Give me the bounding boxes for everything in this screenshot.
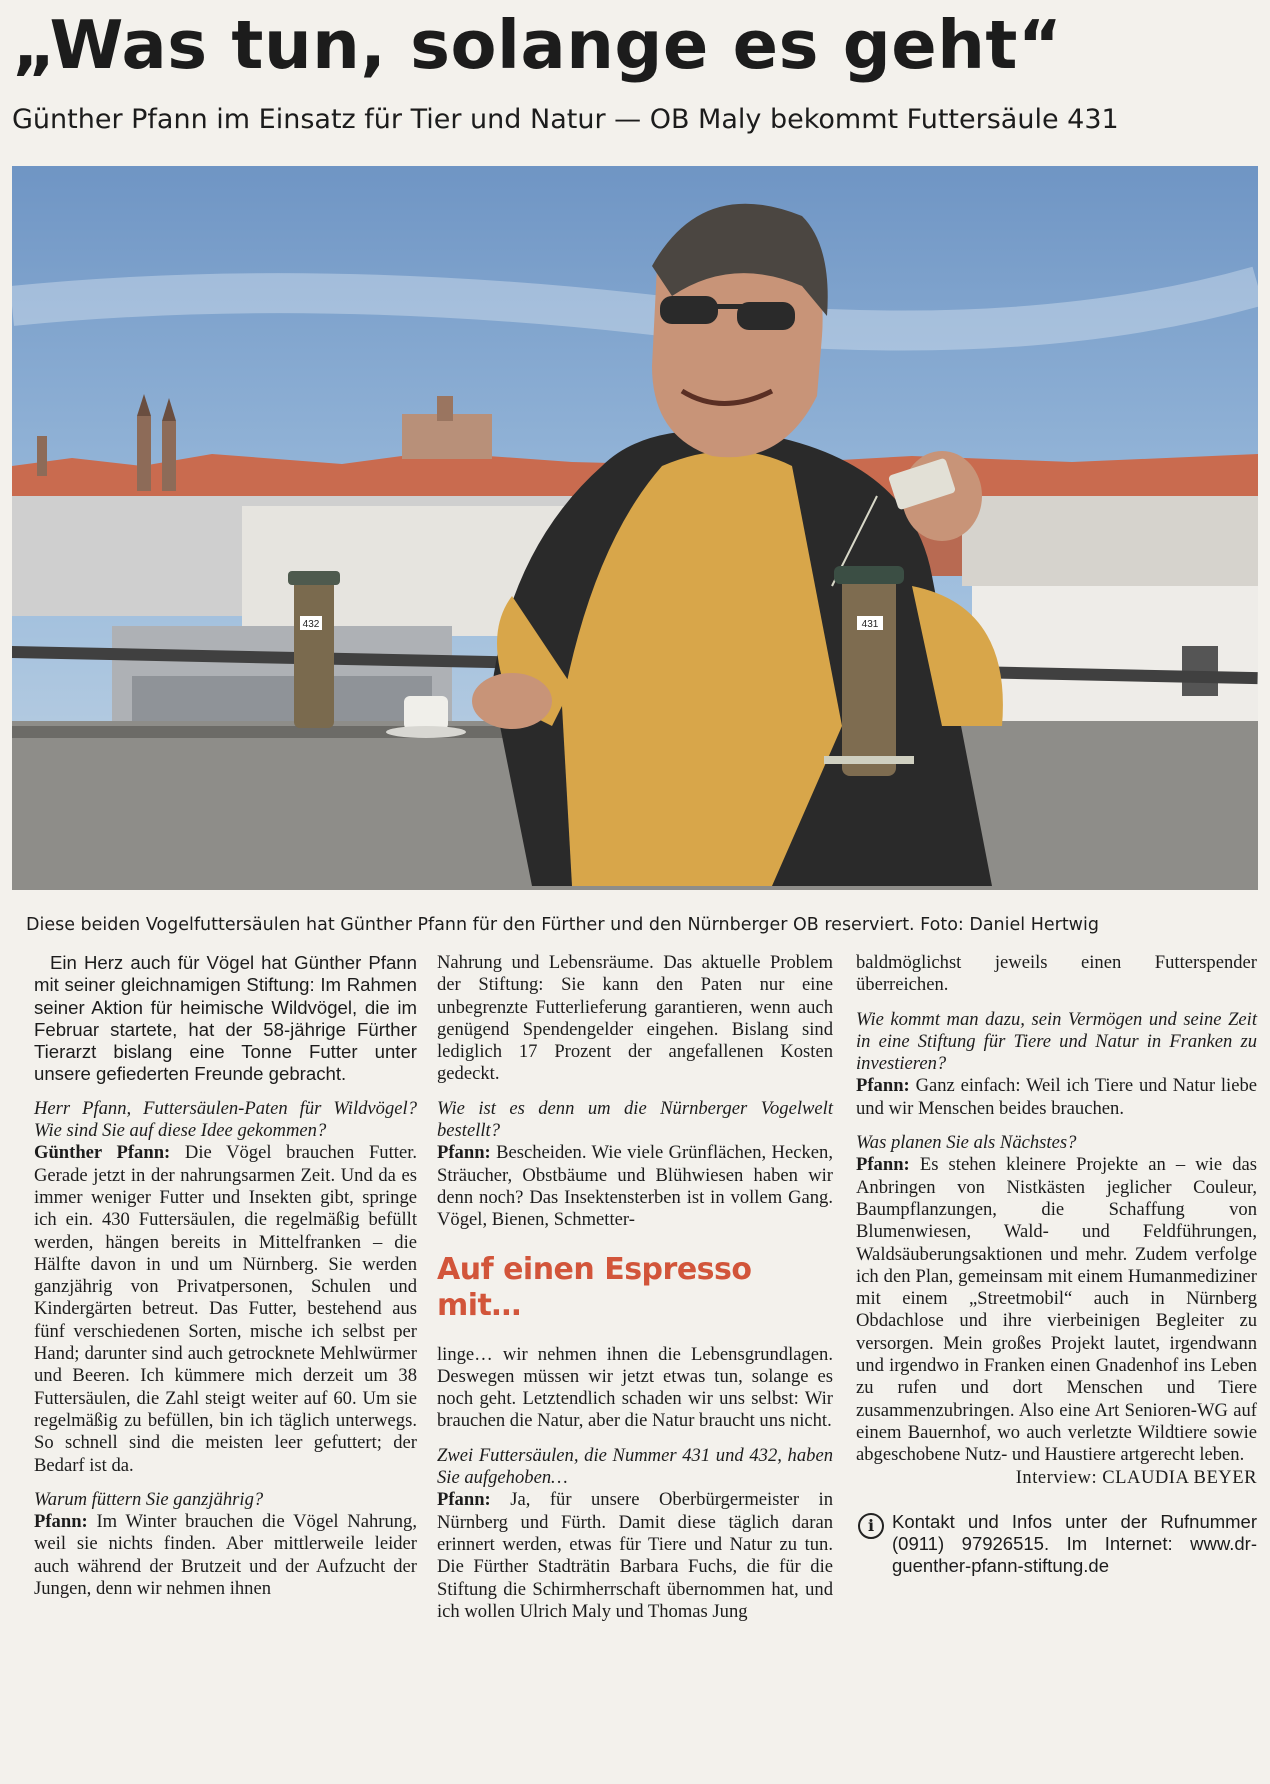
espresso-rubric: Auf einen Espresso mit…: [437, 1251, 752, 1323]
answer-6-text: Es stehen kleinere Projekte an – wie das Anbringen von Nistkästen jeglicher Couleur, Baumpflanzungen, die Schaffung von Blumenwiesen, Wald- und Feldführungen, Waldsäuberungsaktionen und mehr. Zudem verfolge ich den Plan, gemeinsam mit einem Humanmediziner mit einem „Streetmobil“ auch in Nürnberg Obdachlose und ihre vierbeinigen Begleiter zu versorgen. Mein großes Projekt lautet, irgendwann und irgendwo in Franken einen Gnadenhof ins Leben zu rufen und dort Menschen und Tiere zusammenzubringen. Also eine Art Senioren-WG auf einem Bauernhof, wo auch verletzte Wildtiere sowie abgeschobene Nutz- und Haustiere artgerecht leben.: [856, 1154, 1257, 1466]
contact-text: Kontakt und Infos unter der Rufnummer (0911) 97926515. Im Internet: www.dr-guenther-pfann-stiftung.de: [892, 1510, 1257, 1576]
column-3: [856, 952, 1257, 1577]
speaker-label: Pfann:: [856, 1075, 910, 1097]
interview-signature: Interview: CLAUDIA BEYER: [1015, 1466, 1257, 1488]
answer-4-text: Ja, für unsere Oberbürgermeister in Nürnberg und Fürth. Damit diese täglich daran erinnert werden, etwas für Tiere und Natur zu tun. Die Fürther Stadträtin Barbara Fuchs, die für die Stiftung die Schirmherrschaft übernommen hat, und ich wollen Ulrich Maly und Thomas Jung: [437, 1489, 833, 1622]
question-3: Wie ist es denn um die Nürnberger Vogelwelt bestellt?: [437, 1097, 833, 1142]
column-1: [34, 952, 417, 1600]
subheadline: Günther Pfann im Einsatz für Tier und Natur — OB Maly bekommt Futtersäule 431: [12, 104, 1119, 135]
paragraph-continuation: Nahrung und Lebensräume. Das aktuelle Problem der Stiftung: Sie kann den Paten nur eine unbegrenzte Futterlieferung garantieren, wenn auch genügend Spendengelder eingehen. Bislang sind lediglich 17 Prozent der angefallenen Kosten gedeckt.: [437, 952, 833, 1085]
paragraph-continuation-3: baldmöglichst jeweils einen Futterspender überreichen.: [856, 952, 1257, 996]
speaker-label: Pfann:: [856, 1154, 910, 1176]
speaker-label: Pfann:: [437, 1489, 491, 1511]
intro-paragraph: Ein Herz auch für Vögel hat Günther Pfann mit seiner gleichnamigen Stiftung: Im Rahmen seiner Aktion für heimische Wildvögel, die im Februar startete, hat der 58-jährige Fürther Tierarzt bislang eine Tonne Futter unter unsere gefiederten Freunde gebracht.: [34, 952, 417, 1085]
answer-3: [437, 1142, 833, 1231]
info-icon: i: [858, 1513, 884, 1539]
answer-1-text: Die Vögel brauchen Futter. Gerade jetzt in der nahrungsarmen Zeit. Und da es immer weniger Futter und Insekten gibt, springe ich ein. 430 Futtersäulen, die regelmäßig befüllt werden, hängen bereits in Mittelfranken – die Hälfte davon in und um Nürnberg. Sie werden ganzjährig von Privatpersonen, Schulen und Kindergärten betreut. Das Futter, bestehend aus fünf verschiedenen Sorten, mische ich selbst per Hand; darunter sind auch getrocknete Mehlwürmer und Beeren. Ich kümmere mich derzeit um 38 Futtersäulen, die Zahl steigt weiter auf 60. Um sie regelmäßig zu befüllen, bin ich täglich unterwegs. So schnell sind die meisten leer gefuttert; der Bedarf ist da.: [34, 1142, 418, 1476]
question-4: Zwei Futtersäulen, die Nummer 431 und 432, haben Sie aufgehoben…: [437, 1444, 833, 1489]
answer-3-text: Bescheiden. Wie viele Grünflächen, Hecken, Sträucher, Obstbäume und Blühwiesen haben wir denn noch? Das Insektensterben ist in vollem Gang. Vögel, Bienen, Schmetter-: [437, 1142, 833, 1231]
answer-6: [856, 1154, 1257, 1466]
question-2: Warum füttern Sie ganzjährig?: [34, 1488, 264, 1510]
answer-5-text: Ganz einfach: Weil ich Tiere und Natur liebe und wir Menschen beides brauchen.: [856, 1075, 1257, 1119]
feeder-label-431: 431: [861, 619, 879, 630]
column-2: [437, 952, 833, 1623]
question-1: Herr Pfann, Futtersäulen-Paten für Wildvögel? Wie sind Sie auf diese Idee gekommen?: [34, 1097, 417, 1142]
speaker-label: Günther Pfann:: [34, 1142, 171, 1164]
question-6: Was planen Sie als Nächstes?: [856, 1132, 1077, 1154]
answer-1: [34, 1142, 417, 1476]
feeder-label-432: 432: [302, 619, 320, 630]
contact-info: [856, 1511, 1257, 1577]
paragraph-continuation-2: linge… wir nehmen ihnen die Lebensgrundlagen. Deswegen müssen wir jetzt etwas tun, solange es noch geht. Letztendlich schaden wir uns selbst: Wir brauchen die Natur, aber die Natur braucht uns nicht.: [437, 1343, 833, 1432]
speaker-label: Pfann:: [34, 1511, 88, 1533]
headline: „Was tun, solange es geht“: [12, 6, 1063, 84]
photo-caption: Diese beiden Vogelfuttersäulen hat Günther Pfann für den Fürther und den Nürnberger OB reserviert. Foto: Daniel Hertwig: [26, 915, 1099, 935]
answer-5: [856, 1075, 1257, 1120]
article-photo: [12, 166, 1258, 890]
speaker-label: Pfann:: [437, 1142, 491, 1164]
answer-2: [34, 1511, 417, 1600]
answer-4: [437, 1489, 833, 1623]
question-5: Wie kommt man dazu, sein Vermögen und seine Zeit in eine Stiftung für Tiere und Natur in Franken zu investieren?: [856, 1008, 1257, 1075]
answer-2-text: Im Winter brauchen die Vögel Nahrung, weil sie nichts finden. Aber mittlerweile leider auch während der Brutzeit und der Aufzucht der Jungen, denn wir nehmen ihnen: [34, 1511, 417, 1600]
